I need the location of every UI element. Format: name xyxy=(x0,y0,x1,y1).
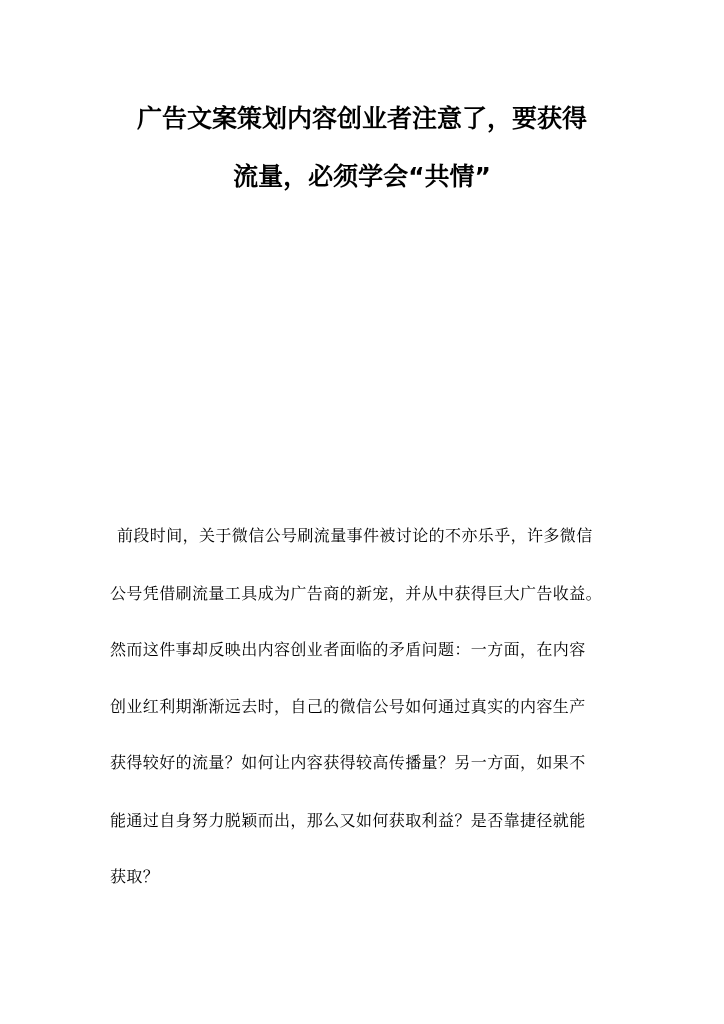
body-text-line-2: 公号凭借刷流量工具成为广告商的新宠，并从中获得巨大广告收益。 xyxy=(110,584,603,603)
body-text-line-5: 获得较好的流量？如何让内容获得较高传播量？另一方面，如果不 xyxy=(110,753,586,772)
document-title-line-1: 广告文案策划内容创业者注意了，要获得 xyxy=(136,104,587,133)
body-text-line-4: 创业红利期渐渐远去时，自己的微信公号如何通过真实的内容生产 xyxy=(110,697,586,716)
body-text-line-1: 前段时间，关于微信公号刷流量事件被讨论的不亦乐乎，许多微信 xyxy=(117,526,593,545)
body-text-line-6: 能通过自身努力脱颖而出，那么又如何获取利益？是否靠捷径就能 xyxy=(110,811,586,830)
body-text-line-7: 获取？ xyxy=(110,867,160,886)
body-text-line-3: 然而这件事却反映出内容创业者面临的矛盾问题：一方面，在内容 xyxy=(110,640,586,659)
document-title-line-2: 流量，必须学会“共情” xyxy=(233,162,491,191)
